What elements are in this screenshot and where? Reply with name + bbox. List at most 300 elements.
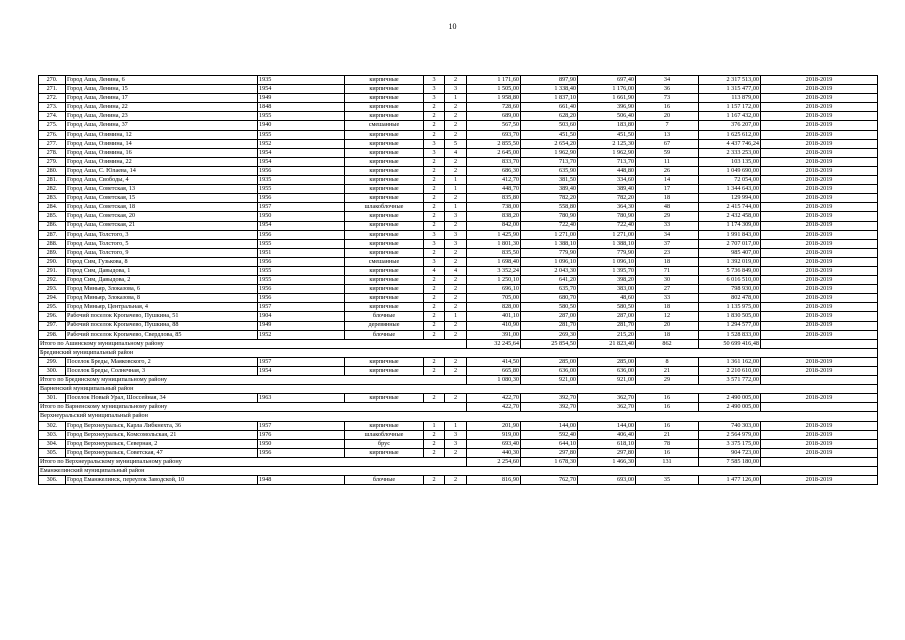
entrances-cell: 2 xyxy=(445,476,467,485)
total-area-cell: 919,00 xyxy=(467,430,521,439)
table-row xyxy=(39,185,878,194)
row-number-cell: 292. xyxy=(39,276,66,285)
section-row xyxy=(39,412,878,421)
table-row xyxy=(39,103,878,112)
wall-material-cell: кирпичные xyxy=(345,166,424,175)
living-area-cell: 1 271,00 xyxy=(521,230,578,239)
row-number-cell: 284. xyxy=(39,203,66,212)
wall-material-cell: блочные xyxy=(345,330,424,339)
floors-cell: 2 xyxy=(424,157,445,166)
entrances-cell: 2 xyxy=(445,303,467,312)
year-built-cell: 1955 xyxy=(258,112,345,121)
repair-cost-cell: 376 207,00 xyxy=(699,121,761,130)
row-number-cell: 294. xyxy=(39,294,66,303)
table-row xyxy=(39,157,878,166)
private-area-cell: 364,30 xyxy=(578,203,636,212)
residents-cell: 33 xyxy=(636,221,699,230)
year-built-cell: 1952 xyxy=(258,330,345,339)
entrances-cell: 2 xyxy=(445,394,467,403)
living-area-cell: 281,70 xyxy=(521,321,578,330)
floors-cell: 3 xyxy=(424,139,445,148)
address-cell: Город Еманжелинск, переулок Заводской, 10 xyxy=(66,476,258,485)
entrances-cell: 2 xyxy=(445,157,467,166)
row-number-cell: 299. xyxy=(39,357,66,366)
table-row xyxy=(39,266,878,275)
repair-period-cell: 2018-2019 xyxy=(761,194,878,203)
living-area-cell: 285,00 xyxy=(521,357,578,366)
floors-cell: 2 xyxy=(424,330,445,339)
living-area-cell: 2 043,30 xyxy=(521,266,578,275)
district-heading-cell: Варненский муниципальный район xyxy=(39,385,878,394)
row-number-cell: 301. xyxy=(39,394,66,403)
repair-period-cell: 2018-2019 xyxy=(761,176,878,185)
total-label-cell: Итого по Брединскому муниципальному району xyxy=(39,376,467,385)
private-area-cell: 1 096,10 xyxy=(578,257,636,266)
total-area-cell: 738,00 xyxy=(467,203,521,212)
repair-period-cell: 2018-2019 xyxy=(761,367,878,376)
living-area-cell: 381,50 xyxy=(521,176,578,185)
private-area-total-cell: 921,00 xyxy=(578,376,636,385)
section-row xyxy=(39,385,878,394)
repair-period-cell: 2018-2019 xyxy=(761,248,878,257)
private-area-cell: 636,00 xyxy=(578,367,636,376)
entrances-cell: 2 xyxy=(445,103,467,112)
total-area-cell: 728,60 xyxy=(467,103,521,112)
page-number: 10 xyxy=(448,22,457,31)
entrances-cell: 3 xyxy=(445,212,467,221)
table-row xyxy=(39,312,878,321)
residents-cell: 30 xyxy=(636,276,699,285)
living-area-total-cell: 1 678,30 xyxy=(521,457,578,466)
wall-material-cell: кирпичные xyxy=(345,130,424,139)
table-row xyxy=(39,212,878,221)
living-area-cell: 297,80 xyxy=(521,448,578,457)
address-cell: Город Аша, С. Юлаева, 14 xyxy=(66,166,258,175)
repair-cost-total-cell: 2 490 005,00 xyxy=(699,403,761,412)
residents-cell: 59 xyxy=(636,148,699,157)
table-row xyxy=(39,248,878,257)
floors-cell: 2 xyxy=(424,112,445,121)
living-area-cell: 389,40 xyxy=(521,185,578,194)
private-area-cell: 285,00 xyxy=(578,357,636,366)
residents-cell: 37 xyxy=(636,239,699,248)
year-built-cell: 1956 xyxy=(258,257,345,266)
entrances-cell: 2 xyxy=(445,330,467,339)
row-number-cell: 306. xyxy=(39,476,66,485)
wall-material-cell: кирпичные xyxy=(345,85,424,94)
residents-cell: 78 xyxy=(636,439,699,448)
table-row xyxy=(39,76,878,85)
living-area-cell: 636,00 xyxy=(521,367,578,376)
total-row xyxy=(39,403,878,412)
private-area-cell: 2 125,30 xyxy=(578,139,636,148)
address-cell: Город Аша, Советская, 21 xyxy=(66,221,258,230)
repair-cost-cell: 2 210 610,00 xyxy=(699,367,761,376)
floors-cell: 2 xyxy=(424,276,445,285)
total-area-cell: 816,90 xyxy=(467,476,521,485)
repair-period-cell: 2018-2019 xyxy=(761,103,878,112)
address-cell: Рабочий поселок Кропачево, Пушкина, 88 xyxy=(66,321,258,330)
total-area-cell: 1 801,30 xyxy=(467,239,521,248)
address-cell: Город Аша, Толстого, 5 xyxy=(66,239,258,248)
row-number-cell: 278. xyxy=(39,148,66,157)
row-number-cell: 272. xyxy=(39,94,66,103)
residents-cell: 18 xyxy=(636,330,699,339)
floors-cell: 2 xyxy=(424,176,445,185)
floors-cell: 2 xyxy=(424,248,445,257)
row-number-cell: 303. xyxy=(39,430,66,439)
year-built-cell: 1949 xyxy=(258,94,345,103)
repair-cost-cell: 3 375 175,00 xyxy=(699,439,761,448)
entrances-cell: 1 xyxy=(445,94,467,103)
wall-material-cell: кирпичные xyxy=(345,230,424,239)
total-area-cell: 1 698,40 xyxy=(467,257,521,266)
address-cell: Поселок Бреды, Солнечная, 3 xyxy=(66,367,258,376)
address-cell: Город Миньяр, Злоказова, 8 xyxy=(66,294,258,303)
address-cell: Город Сим, Давыдова, 2 xyxy=(66,276,258,285)
entrances-cell: 4 xyxy=(445,148,467,157)
residents-total-cell: 29 xyxy=(636,376,699,385)
floors-cell: 2 xyxy=(424,394,445,403)
table-row xyxy=(39,85,878,94)
wall-material-cell: кирпичные xyxy=(345,112,424,121)
repair-cost-cell: 4 437 746,24 xyxy=(699,139,761,148)
total-area-cell: 693,40 xyxy=(467,439,521,448)
private-area-cell: 1 962,90 xyxy=(578,148,636,157)
residents-cell: 18 xyxy=(636,257,699,266)
floors-cell: 3 xyxy=(424,257,445,266)
repair-period-cell: 2018-2019 xyxy=(761,276,878,285)
address-cell: Город Сим, Гузькова, 8 xyxy=(66,257,258,266)
residents-cell: 23 xyxy=(636,248,699,257)
total-area-total-cell: 1 080,30 xyxy=(467,376,521,385)
floors-cell: 2 xyxy=(424,285,445,294)
table-row xyxy=(39,257,878,266)
year-built-cell: 1976 xyxy=(258,430,345,439)
table-row xyxy=(39,430,878,439)
total-area-cell: 842,00 xyxy=(467,221,521,230)
residents-cell: 21 xyxy=(636,367,699,376)
year-built-cell: 1956 xyxy=(258,448,345,457)
entrances-cell: 3 xyxy=(445,430,467,439)
repair-cost-cell: 740 303,00 xyxy=(699,421,761,430)
total-area-cell: 2 855,50 xyxy=(467,139,521,148)
repair-period-cell: 2018-2019 xyxy=(761,321,878,330)
wall-material-cell: шлакоблочные xyxy=(345,430,424,439)
year-built-cell: 1955 xyxy=(258,276,345,285)
total-area-cell: 828,00 xyxy=(467,303,521,312)
wall-material-cell: кирпичные xyxy=(345,148,424,157)
floors-cell: 2 xyxy=(424,185,445,194)
residents-cell: 36 xyxy=(636,85,699,94)
living-area-total-cell: 392,70 xyxy=(521,403,578,412)
wall-material-cell: кирпичные xyxy=(345,94,424,103)
floors-cell: 1 xyxy=(424,421,445,430)
entrances-cell: 1 xyxy=(445,185,467,194)
entrances-cell: 3 xyxy=(445,439,467,448)
wall-material-cell: кирпичные xyxy=(345,157,424,166)
total-area-cell: 422,70 xyxy=(467,394,521,403)
living-area-cell: 451,50 xyxy=(521,130,578,139)
total-label-cell: Итого по Верхнеуральскому муниципальному району xyxy=(39,457,467,466)
row-number-cell: 285. xyxy=(39,212,66,221)
living-area-cell: 641,20 xyxy=(521,276,578,285)
total-row xyxy=(39,457,878,466)
repair-period-cell: 2018-2019 xyxy=(761,394,878,403)
address-cell: Город Аша, Ленина, 23 xyxy=(66,112,258,121)
year-built-cell: 1963 xyxy=(258,394,345,403)
residents-cell: 67 xyxy=(636,139,699,148)
year-built-cell: 1955 xyxy=(258,266,345,275)
repair-period-cell: 2018-2019 xyxy=(761,430,878,439)
total-area-cell: 1 425,90 xyxy=(467,230,521,239)
address-cell: Город Миньяр, Злоказова, 6 xyxy=(66,285,258,294)
total-area-total-cell: 2 254,60 xyxy=(467,457,521,466)
total-area-cell: 835,50 xyxy=(467,248,521,257)
private-area-cell: 693,00 xyxy=(578,476,636,485)
housing-register-table xyxy=(38,75,878,485)
total-label-cell: Итого по Варненскому муниципальному району xyxy=(39,403,467,412)
address-cell: Город Аша, Советская, 13 xyxy=(66,185,258,194)
year-built-cell: 1954 xyxy=(258,148,345,157)
row-number-cell: 274. xyxy=(39,112,66,121)
repair-cost-total-cell: 7 585 180,00 xyxy=(699,457,761,466)
residents-cell: 13 xyxy=(636,130,699,139)
repair-period-cell: 2018-2019 xyxy=(761,357,878,366)
wall-material-cell: смешанные xyxy=(345,121,424,130)
row-number-cell: 273. xyxy=(39,103,66,112)
repair-cost-cell: 985 407,00 xyxy=(699,248,761,257)
private-area-cell: 506,40 xyxy=(578,112,636,121)
repair-cost-total-cell: 3 571 772,00 xyxy=(699,376,761,385)
repair-cost-cell: 1 135 975,00 xyxy=(699,303,761,312)
district-heading-cell: Еманжелинский муниципальный район xyxy=(39,467,878,476)
year-built-cell: 1954 xyxy=(258,367,345,376)
table-row xyxy=(39,121,878,130)
table-row xyxy=(39,176,878,185)
repair-period-cell: 2018-2019 xyxy=(761,130,878,139)
floors-cell: 2 xyxy=(424,476,445,485)
living-area-cell: 144,00 xyxy=(521,421,578,430)
living-area-cell: 287,00 xyxy=(521,312,578,321)
wall-material-cell: кирпичные xyxy=(345,448,424,457)
private-area-cell: 618,10 xyxy=(578,439,636,448)
private-area-cell: 396,90 xyxy=(578,103,636,112)
private-area-total-cell: 1 466,30 xyxy=(578,457,636,466)
private-area-cell: 697,40 xyxy=(578,76,636,85)
repair-cost-cell: 1 294 577,00 xyxy=(699,321,761,330)
address-cell: Город Аша, Толстого, 9 xyxy=(66,248,258,257)
private-area-cell: 779,90 xyxy=(578,248,636,257)
residents-cell: 48 xyxy=(636,203,699,212)
repair-period-cell: 2018-2019 xyxy=(761,421,878,430)
address-cell: Город Аша, Ленина, 22 xyxy=(66,103,258,112)
table-row xyxy=(39,448,878,457)
table-row xyxy=(39,112,878,121)
repair-period-cell: 2018-2019 xyxy=(761,139,878,148)
address-cell: Город Аша, Озимина, 22 xyxy=(66,157,258,166)
address-cell: Город Верхнеуральск, Советская, 47 xyxy=(66,448,258,457)
repair-period-cell: 2018-2019 xyxy=(761,121,878,130)
floors-cell: 4 xyxy=(424,266,445,275)
address-cell: Рабочий поселок Кропачево, Свердлова, 85 xyxy=(66,330,258,339)
private-area-cell: 1 176,00 xyxy=(578,85,636,94)
year-built-cell: 1949 xyxy=(258,321,345,330)
repair-cost-cell: 1 157 172,00 xyxy=(699,103,761,112)
private-area-cell: 383,00 xyxy=(578,285,636,294)
living-area-cell: 1 096,10 xyxy=(521,257,578,266)
private-area-cell: 144,00 xyxy=(578,421,636,430)
row-number-cell: 289. xyxy=(39,248,66,257)
table-row xyxy=(39,394,878,403)
private-area-cell: 389,40 xyxy=(578,185,636,194)
row-number-cell: 270. xyxy=(39,76,66,85)
floors-cell: 2 xyxy=(424,103,445,112)
address-cell: Город Аша, Ленина, 6 xyxy=(66,76,258,85)
address-cell: Город Аша, Озимина, 16 xyxy=(66,148,258,157)
address-cell: Город Аша, Советская, 18 xyxy=(66,203,258,212)
repair-period-cell: 2018-2019 xyxy=(761,94,878,103)
floors-cell: 2 xyxy=(424,130,445,139)
residents-cell: 8 xyxy=(636,357,699,366)
wall-material-cell: кирпичные xyxy=(345,357,424,366)
wall-material-cell: блочные xyxy=(345,476,424,485)
table-row xyxy=(39,239,878,248)
residents-cell: 71 xyxy=(636,266,699,275)
row-number-cell: 282. xyxy=(39,185,66,194)
repair-period-cell: 2018-2019 xyxy=(761,221,878,230)
repair-period-cell: 2018-2019 xyxy=(761,312,878,321)
residents-cell: 17 xyxy=(636,185,699,194)
table-row xyxy=(39,276,878,285)
repair-cost-cell: 1 167 432,00 xyxy=(699,112,761,121)
table-row xyxy=(39,194,878,203)
address-cell: Поселок Новый Урал, Шоссейная, 34 xyxy=(66,394,258,403)
total-area-cell: 689,00 xyxy=(467,112,521,121)
residents-cell: 16 xyxy=(636,394,699,403)
repair-period-cell: 2018-2019 xyxy=(761,76,878,85)
repair-cost-cell: 2 317 513,00 xyxy=(699,76,761,85)
repair-cost-cell: 1 361 162,00 xyxy=(699,357,761,366)
wall-material-cell: кирпичные xyxy=(345,221,424,230)
row-number-cell: 271. xyxy=(39,85,66,94)
repair-cost-cell: 1 315 477,00 xyxy=(699,85,761,94)
row-number-cell: 304. xyxy=(39,439,66,448)
residents-cell: 16 xyxy=(636,421,699,430)
repair-period-cell: 2018-2019 xyxy=(761,212,878,221)
row-number-cell: 286. xyxy=(39,221,66,230)
repair-period-cell: 2018-2019 xyxy=(761,257,878,266)
entrances-cell: 2 xyxy=(445,285,467,294)
residents-cell: 11 xyxy=(636,157,699,166)
repair-cost-total-cell: 50 699 416,48 xyxy=(699,339,761,348)
row-number-cell: 288. xyxy=(39,239,66,248)
repair-cost-cell: 802 478,00 xyxy=(699,294,761,303)
address-cell: Город Аша, Озимина, 12 xyxy=(66,130,258,139)
repair-cost-cell: 1 625 612,00 xyxy=(699,130,761,139)
floors-cell: 2 xyxy=(424,303,445,312)
private-area-total-cell: 21 823,40 xyxy=(578,339,636,348)
private-area-cell: 1 395,70 xyxy=(578,266,636,275)
private-area-cell: 48,60 xyxy=(578,294,636,303)
residents-cell: 27 xyxy=(636,285,699,294)
row-number-cell: 290. xyxy=(39,257,66,266)
private-area-cell: 297,80 xyxy=(578,448,636,457)
living-area-cell: 1 962,90 xyxy=(521,148,578,157)
year-built-cell: 1935 xyxy=(258,176,345,185)
private-area-cell: 183,80 xyxy=(578,121,636,130)
entrances-cell: 2 xyxy=(445,121,467,130)
entrances-cell: 3 xyxy=(445,239,467,248)
living-area-cell: 680,70 xyxy=(521,294,578,303)
private-area-cell: 281,70 xyxy=(578,321,636,330)
private-area-cell: 287,00 xyxy=(578,312,636,321)
wall-material-cell: кирпичные xyxy=(345,176,424,185)
living-area-cell: 722,40 xyxy=(521,221,578,230)
private-area-cell: 1 388,10 xyxy=(578,239,636,248)
address-cell: Город Аша, Озимина, 14 xyxy=(66,139,258,148)
floors-cell: 2 xyxy=(424,212,445,221)
repair-cost-cell: 129 994,00 xyxy=(699,194,761,203)
entrances-cell: 2 xyxy=(445,367,467,376)
total-area-cell: 1 171,60 xyxy=(467,76,521,85)
row-number-cell: 287. xyxy=(39,230,66,239)
table-row xyxy=(39,148,878,157)
entrances-cell: 1 xyxy=(445,421,467,430)
residents-cell: 7 xyxy=(636,121,699,130)
wall-material-cell: кирпичные xyxy=(345,139,424,148)
repair-period-cell: 2018-2019 xyxy=(761,266,878,275)
table-row xyxy=(39,94,878,103)
wall-material-cell: кирпичные xyxy=(345,303,424,312)
private-area-cell: 1 271,00 xyxy=(578,230,636,239)
total-area-cell: 391,00 xyxy=(467,330,521,339)
entrances-cell: 4 xyxy=(445,266,467,275)
living-area-cell: 1 338,40 xyxy=(521,85,578,94)
wall-material-cell: кирпичные xyxy=(345,103,424,112)
floors-cell: 2 xyxy=(424,194,445,203)
living-area-cell: 782,20 xyxy=(521,194,578,203)
repair-period-cell: 2018-2019 xyxy=(761,303,878,312)
address-cell: Город Аша, Свободы, 4 xyxy=(66,176,258,185)
entrances-cell: 2 xyxy=(445,321,467,330)
total-area-total-cell: 32 245,64 xyxy=(467,339,521,348)
private-area-cell: 1 661,90 xyxy=(578,94,636,103)
year-built-cell: 1935 xyxy=(258,76,345,85)
living-area-cell: 558,80 xyxy=(521,203,578,212)
wall-material-cell: деревянные xyxy=(345,321,424,330)
floors-cell: 2 xyxy=(424,367,445,376)
total-area-cell: 567,50 xyxy=(467,121,521,130)
floors-cell: 2 xyxy=(424,166,445,175)
private-area-cell: 398,20 xyxy=(578,276,636,285)
total-area-cell: 2 645,00 xyxy=(467,148,521,157)
row-number-cell: 280. xyxy=(39,166,66,175)
total-area-cell: 838,20 xyxy=(467,212,521,221)
table-row xyxy=(39,203,878,212)
table-row xyxy=(39,230,878,239)
repair-cost-cell: 103 135,00 xyxy=(699,157,761,166)
entrances-cell: 2 xyxy=(445,276,467,285)
district-heading-cell: Верхнеуральский муниципальный район xyxy=(39,412,878,421)
entrances-cell: 2 xyxy=(445,194,467,203)
address-cell: Город Аша, Ленина, 17 xyxy=(66,94,258,103)
table-row xyxy=(39,321,878,330)
living-area-cell: 780,90 xyxy=(521,212,578,221)
section-row xyxy=(39,467,878,476)
total-row xyxy=(39,339,878,348)
living-area-cell: 897,90 xyxy=(521,76,578,85)
